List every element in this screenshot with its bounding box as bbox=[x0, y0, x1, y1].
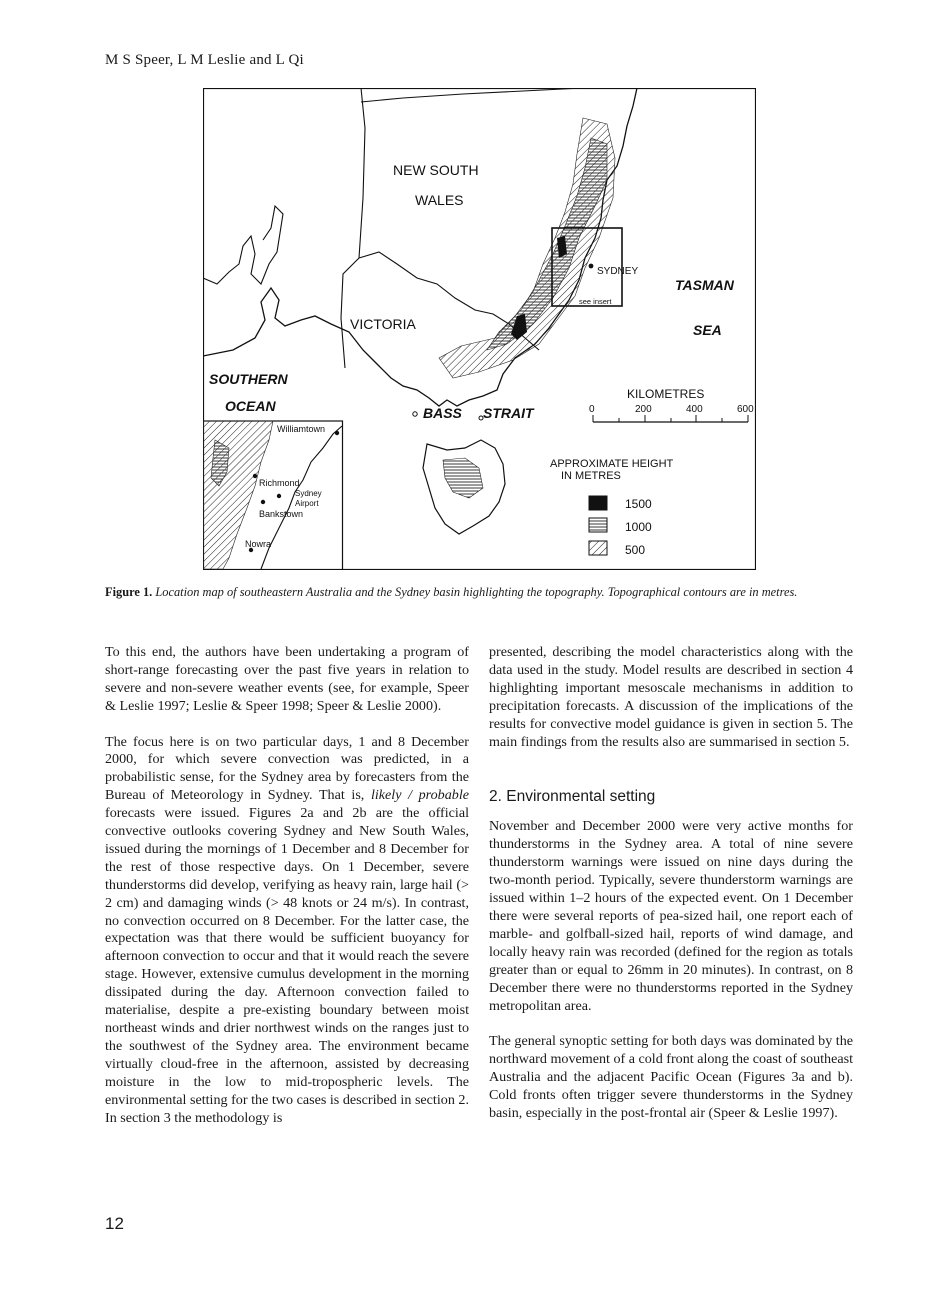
insert-williamtown: Williamtown bbox=[277, 424, 326, 434]
insert-sydney: Sydney bbox=[295, 489, 322, 498]
left-column bbox=[105, 644, 469, 1145]
legend-label-1500: 1500 bbox=[625, 497, 652, 511]
section-heading: 2. Environmental setting bbox=[489, 788, 656, 806]
legend-title-1: APPROXIMATE HEIGHT bbox=[550, 458, 674, 470]
insert-bankstown: Bankstown bbox=[259, 509, 304, 519]
scale-tick-0: 0 bbox=[589, 404, 595, 415]
label-strait: STRAIT bbox=[483, 405, 534, 421]
label-nsw-2: WALES bbox=[415, 192, 464, 208]
insert-nowra: Nowra bbox=[245, 539, 272, 549]
legend-label-500: 500 bbox=[625, 543, 646, 557]
sydney-dot bbox=[589, 264, 594, 269]
label-southern: SOUTHERN bbox=[209, 371, 288, 387]
right-paragraph-3: The general synoptic setting for both days was dominated by the northward movement of a cold front along the coast of southeast Australia and the adjacent Pacific Ocean (Figures 3a and b). Cold fronts often trigger severe thunderstorms in the Sydney basin, especially in the post-frontal air (Speer & Leslie 1997). bbox=[489, 1033, 854, 1121]
right-paragraph-2: November and December 2000 were very active months for thunderstorms in the Sydney area. A total of nine severe thunderstorm warnings were issued on nine days during the two-month period. Typically, severe thunderstorm warnings are issued within 1–2 hours of the expected event. On 1 December there were several reports of pea-sized hail, one report each of marble- and golfball-sized hail, reports of wind damage, and locally heavy rain was recorded (defined for the region as totals greater than or equal to 26mm in 20 minutes). In contrast, on 8 December there were no thunderstorms reported in the Sydney metropolitan area. bbox=[489, 818, 853, 1014]
scale-tick-600: 600 bbox=[737, 404, 754, 415]
page-number: 12 bbox=[105, 1214, 124, 1233]
left-paragraph-2: The focus here is on two particular days, 1 and 8 December 2000, for which severe convection was predicted, in a probabilistic sense, for the Sydney area by forecasters from the Bureau of Meteorology in Sydney. That is, likely / probable forecasts were issued. Figures 2a and 2b are the official convective outlooks covering Sydney and New South Wales, issued during the mornings of 1 December and 8 December for the rest of those respective days. On 1 December, severe thunderstorms did develop, verifying as heavy rain, large hail (> 2 cm) and damaging winds (> 48 knots or 24 m/s). In contrast, no convection occurred on 8 December. For the latter case, the expectation was that there would be sufficient buoyancy for afternoon convection to occur and that it would reach the severe stage. However, extensive cumulus development in the morning dissipated during the day. Afternoon convection failed to materialise, despite a pre-existing boundary between moist northeast winds and drier northwest winds on the ranges just to the southwest of the Sydney area. The environment became virtually cloud-free in the afternoon, assisted by decreasing moisture in the low to mid-tropospheric levels. The environmental setting for the two cases is described in section 2. In section 3 the methodology is bbox=[105, 733, 469, 1126]
label-nsw-1: NEW SOUTH bbox=[393, 162, 479, 178]
right-paragraph-1: presented, describing the model characteristics along with the data used in the study. Model results are described in section 4 highlighting important mesoscale mechanisms in addition to precipitation forecasts. A discussion of the implications of the results for convective model guidance is given in section 5. The main findings from the results also are summarised in section 5. bbox=[489, 644, 853, 750]
legend-swatch-1500 bbox=[589, 496, 607, 510]
left-paragraph-1: To this end, the authors have been undertaking a program of short-range forecasting over the past five years in relation to severe and non-severe weather events (see, for example, Speer & Leslie 1997; Leslie & Speer 1998; Speer & Leslie 2000). bbox=[105, 644, 469, 714]
label-victoria: VICTORIA bbox=[350, 316, 416, 332]
insert-airport: Airport bbox=[295, 499, 319, 508]
figure-caption-text: Location map of southeastern Australia and the Sydney basin highlighting the topography. Topographical contours are in metres. bbox=[155, 585, 798, 599]
legend-swatch-500 bbox=[589, 541, 607, 555]
figure-label: Figure 1. bbox=[105, 585, 153, 599]
scale-tick-200: 200 bbox=[635, 404, 652, 415]
right-column bbox=[489, 644, 853, 1141]
location-map-figure bbox=[203, 88, 756, 570]
label-ocean: OCEAN bbox=[225, 398, 276, 414]
legend-title-2: IN METRES bbox=[561, 470, 621, 482]
label-bass: BASS bbox=[423, 405, 462, 421]
scale-tick-400: 400 bbox=[686, 404, 703, 415]
legend-swatch-1000 bbox=[589, 518, 607, 532]
label-sea: SEA bbox=[693, 322, 722, 338]
location-map bbox=[203, 88, 756, 570]
figure-caption bbox=[105, 585, 853, 600]
label-tasman: TASMAN bbox=[675, 277, 734, 293]
label-sydney: SYDNEY bbox=[597, 266, 639, 277]
insert-richmond: Richmond bbox=[259, 478, 300, 488]
likely-probable-emphasis: likely / probable bbox=[370, 787, 469, 804]
sydney-basin-insert bbox=[204, 421, 343, 570]
scale-title: KILOMETRES bbox=[627, 387, 705, 401]
legend-label-1000: 1000 bbox=[625, 520, 652, 534]
label-see-insert: see insert bbox=[579, 297, 612, 306]
running-head: M S Speer, L M Leslie and L Qi bbox=[105, 52, 304, 68]
